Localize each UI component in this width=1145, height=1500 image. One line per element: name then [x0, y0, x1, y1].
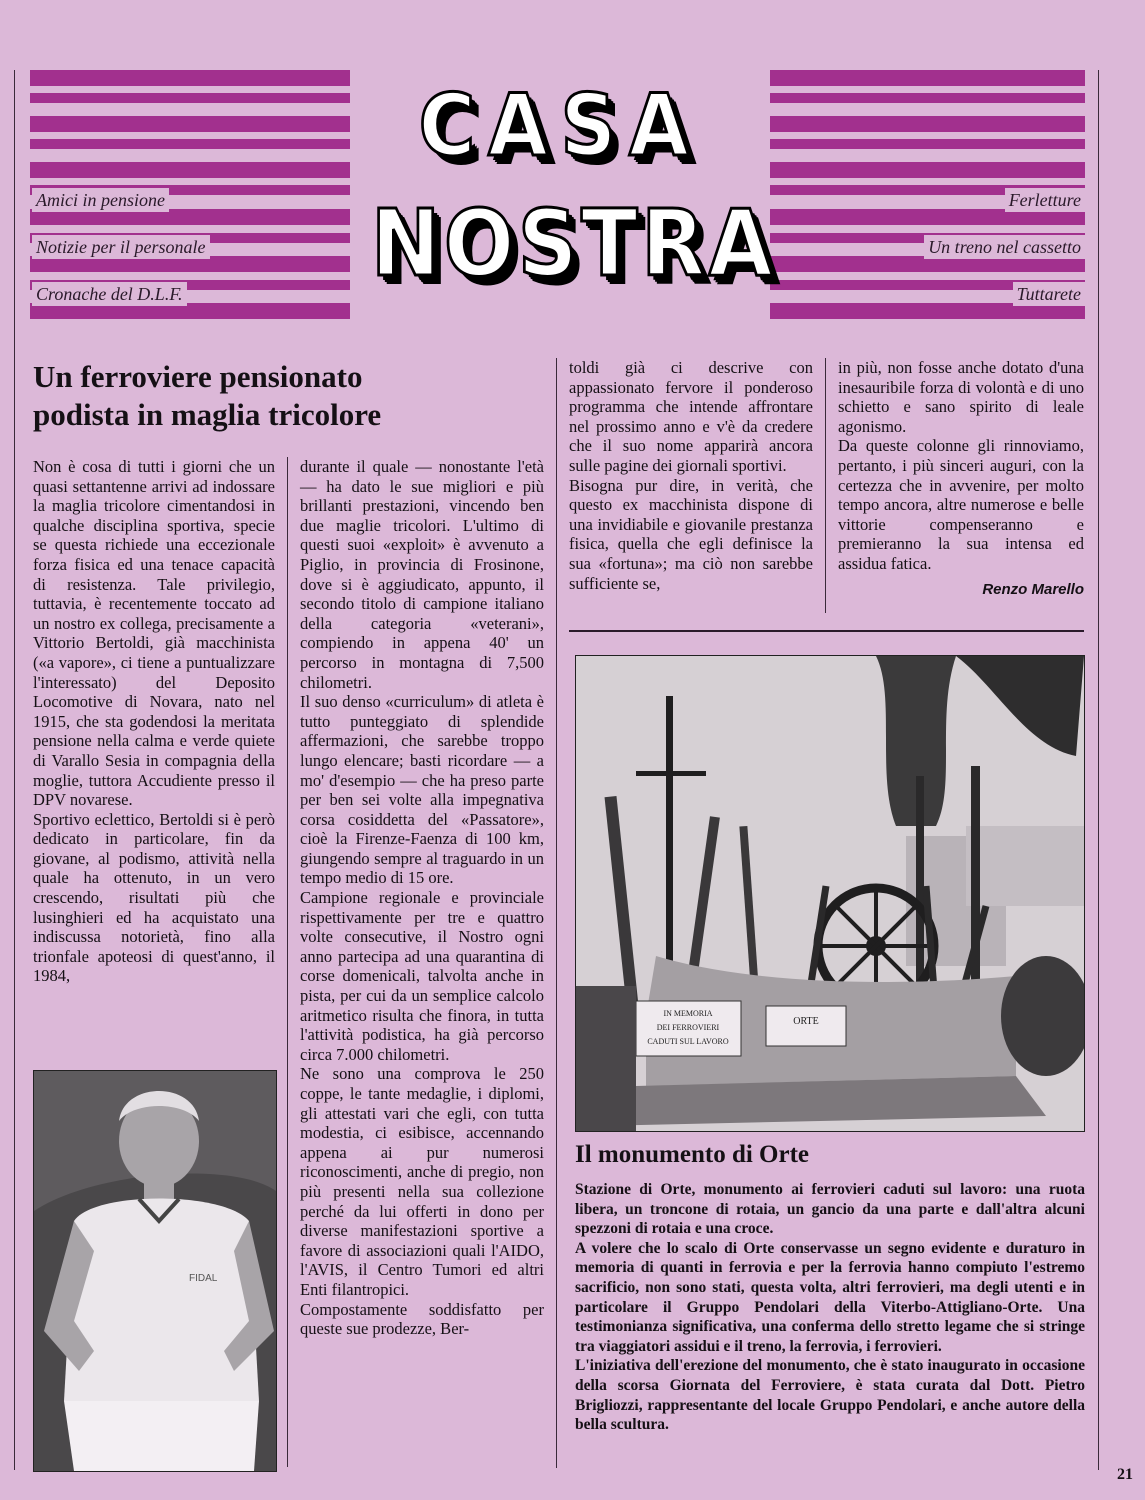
section-header	[30, 70, 1085, 320]
topic-notizie-personale: Notizie per il personale	[32, 235, 210, 259]
topic-tuttarete: Tuttarete	[1013, 282, 1085, 306]
runner-shirt-text: FIDAL	[189, 1273, 218, 1284]
photo-vittorio-bertoldi	[33, 1070, 277, 1472]
sidebar-paragraph: L'iniziativa dell'erezione del monumento, che è stato inaugurato in occasione della scorsa Giornata del Ferroviere, è stata curata dal Dott. Pietro Brigliozzi, rappresentante del locale Gruppo Pendolari, e anche autore della bella scultura.	[575, 1357, 1085, 1434]
column-divider	[287, 457, 288, 1467]
article-paragraph: Campione regionale e provinciale rispettivamente per tre e quattro volte consecutive, il Nostro ogni anno partecipa ad una quarantina di corse domenicali, talvolta anche in pista, per cui da un semplice calcolo aritmetico risulta che finora, in tutta l'attività podistica, ha già percorso circa 7.000 chilometri.	[300, 888, 544, 1064]
article-paragraph: Il suo denso «curriculum» di atleta è tutto punteggiato di splendide affermazioni, che sarebbe troppo lungo elencare; basti ricordare — a mo' d'esempio — che ha preso parte per ben sei volte alla impegnativa corsa cosiddetta del «Passatore», cioè la Firenze-Faenza di 100 km, giungendo sempre al traguardo in un tempo medio di 15 ore.	[300, 692, 544, 888]
sidebar-body	[575, 1180, 1085, 1435]
topic-treno-cassetto: Un treno nel cassetto	[924, 235, 1085, 259]
header-left-topics	[32, 188, 332, 329]
article-paragraph: Da queste colonne gli rinnoviamo, pertanto, i più sinceri auguri, con la certezza che in avvenire, per molto tempo ancora, altre numerose e belle vittorie compenseranno e premieranno la sua intensa ed assidua fatica.	[838, 436, 1084, 573]
article-paragraph: durante il quale — nonostante l'età — ha dato le sue migliori e più brillanti prestazioni, vincendo ben due maglie tricolori. L'ultimo di questi suoi «exploit» è avvenuto a Piglio, in provincia di Frosinone, dove si è aggiudicato, appunto, il secondo titolo di campione italiano della categoria «veterani», compiendo in appena 40' un percorso in montagna di 7,500 chilometri.	[300, 457, 544, 692]
author-byline: Renzo Marello	[982, 580, 1084, 598]
article-paragraph: Sportivo eclettico, Bertoldi si è però dedicato in particolare, fin da giovane, al podismo, attività nella quale ha ottenuto, in un vero crescendo, risultati più che lusinghieri ed ha acquistato una indiscussa notorietà, fino alla trionfale apoteosi di quest'anno, il 1984,	[33, 809, 275, 986]
monument-illustration	[576, 656, 1084, 1131]
article-headline: Un ferroviere pensionato podista in maglia tricolore	[33, 359, 382, 432]
section-logo	[350, 70, 777, 320]
sidebar-paragraph: Stazione di Orte, monumento ai ferrovieri caduti sul lavoro: una ruota libera, un troncone di rotaia, un gancio da una parte e dall'altra alcuni spezzoni di rotaia e una croce.	[575, 1181, 1085, 1238]
topic-amici-in-pensione: Amici in pensione	[32, 188, 169, 212]
article-paragraph: in più, non fosse anche dotato d'una inesauribile forza di volontà e di uno schietto e sano spirito di leale agonismo.	[838, 358, 1084, 436]
sidebar-paragraph: A volere che lo scalo di Orte conservasse un segno evidente e duraturo in memoria di quanti in ferrovia e per la ferrovia hanno compiuto l'estremo sacrificio, non sono stati, questa volta, altri ferrovieri, ma degli utenti e in particolare il Gruppo Pendolari della Viterbo-Attigliano-Orte. Una testimonianza significativa, una conferma dello stretto legame che si stringe tra viaggiatori assidui e il treno, la ferrovia, i ferrovieri.	[575, 1239, 1085, 1355]
page-number: 21	[1117, 1466, 1133, 1483]
topic-ferletture: Ferletture	[1005, 188, 1085, 212]
header-right-topics	[785, 188, 1085, 329]
article-column-4	[838, 358, 1084, 599]
column-divider	[825, 358, 826, 613]
article-paragraph: Ne sono una comprova le 250 coppe, le tante medaglie, i diplomi, gli attestati vari che egli, con tutta modestia, ci esibisce, accennando appena ai pur numerosi riconoscimenti, anche di pregio, non più presenti nella sua collezione perché da lui offerti in dono per diverse manifestazioni sportive a favore di associazioni quali l'AIDO, l'AVIS, il Centro Tumori ed altri Enti filantropici.	[300, 1064, 544, 1299]
logo-nostra: NOSTRA	[371, 190, 777, 297]
runner-illustration	[34, 1071, 276, 1471]
article-column-1	[33, 457, 275, 986]
left-margin-rule	[14, 70, 15, 1470]
plaque-left-line-3: CADUTI SUL LAVORO	[647, 1037, 729, 1046]
right-margin-rule	[1098, 70, 1099, 1470]
article-paragraph: toldi già ci descrive con appassionato fervore il ponderoso programma che intende affrontare nel prossimo anno e v'è da credere che il suo nome apparirà ancora sulle pagine dei giornali sportivi.	[569, 358, 813, 475]
sidebar-title: Il monumento di Orte	[575, 1141, 810, 1168]
plaque-left-line-2: DEI FERROVIERI	[656, 1023, 720, 1032]
article-column-3	[569, 358, 813, 593]
section-divider	[569, 630, 1084, 632]
topic-cronache-dlf: Cronache del D.L.F.	[32, 282, 187, 306]
photo-orte-monument	[575, 655, 1085, 1132]
article-column-2	[300, 457, 544, 1339]
logo-casa: CASA	[418, 76, 702, 176]
article-paragraph: Compostamente soddisfatto per queste sue prodezze, Ber-	[300, 1299, 544, 1339]
article-paragraph: Bisogna pur dire, in verità, che questo ex macchinista dispone di una invidiabile e giovanile prestanza fisica, quella che egli definisce la sua «fortuna»; ma ciò non sarebbe sufficiente se,	[569, 475, 813, 593]
column-divider	[556, 358, 557, 1468]
plaque-right: ORTE	[793, 1016, 819, 1027]
plaque-left-line-1: IN MEMORIA	[663, 1009, 713, 1018]
article-paragraph: Non è cosa di tutti i giorni che un quasi settantenne arrivi ad indossare la maglia tricolore cimentandosi in qualche disciplina sportiva, specie se questa richiede una eccezionale forza fisica ed una tenace capacità di resistenza. Tale privilegio, tuttavia, è recentemente toccato ad un nostro ex collega, precisamente a Vittorio Bertoldi, già macchinista («a vapore», ci tiene a puntualizzare l'interessato) del Deposito Locomotive di Novara, nato nel 1915, che sta godendosi la meritata pensione nella calma e verde quiete di Varallo Sesia in compagnia della moglie, tuttora Accudiente presso il DPV novarese.	[33, 457, 275, 810]
